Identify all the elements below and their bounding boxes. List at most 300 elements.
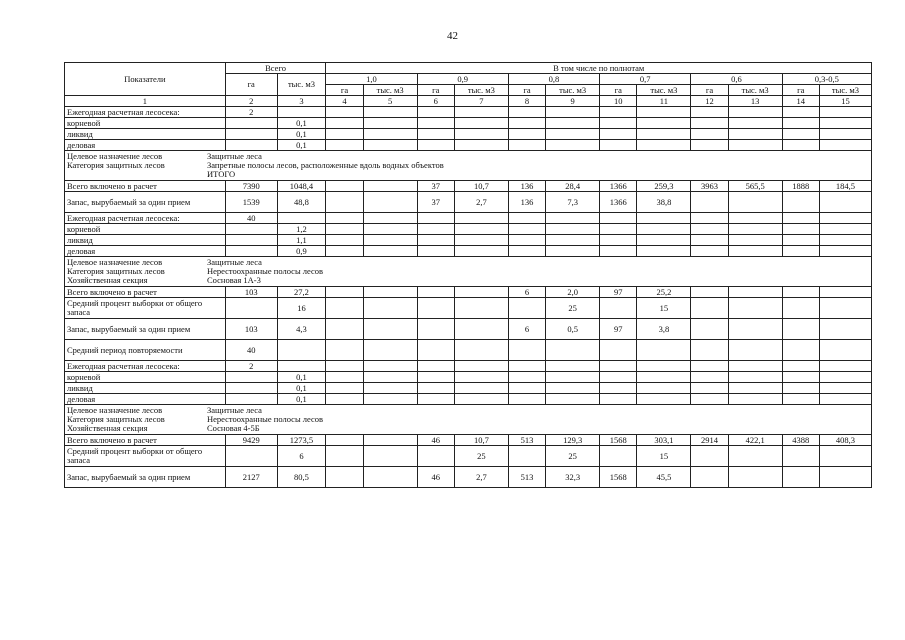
row-label: Запас, вырубаемый за один прием bbox=[65, 192, 226, 213]
section-info-value: Защитные леса bbox=[207, 405, 262, 415]
table-cell: 3,8 bbox=[637, 319, 691, 340]
table-row bbox=[65, 140, 872, 151]
table-cell: 129,3 bbox=[546, 435, 600, 446]
row-label: Средний период повторяемости bbox=[65, 340, 226, 361]
table-cell bbox=[417, 140, 454, 151]
table-cell bbox=[326, 467, 363, 488]
table-cell bbox=[363, 107, 417, 118]
table-cell bbox=[782, 319, 819, 340]
table-cell bbox=[819, 319, 871, 340]
table-cell bbox=[508, 340, 545, 361]
table-cell bbox=[454, 224, 508, 235]
table-cell: 10,7 bbox=[454, 181, 508, 192]
table-cell bbox=[600, 383, 637, 394]
table-cell bbox=[326, 372, 363, 383]
table-cell: 136 bbox=[508, 181, 545, 192]
header-total-ha: га bbox=[225, 74, 277, 96]
header-density: 0,8 bbox=[508, 74, 599, 85]
table-cell bbox=[326, 435, 363, 446]
table-cell bbox=[600, 224, 637, 235]
table-cell: 1048,4 bbox=[277, 181, 326, 192]
section-info-value: Нерестоохранные полосы лесов bbox=[207, 266, 324, 276]
table-cell bbox=[417, 372, 454, 383]
table-row bbox=[65, 224, 872, 235]
table-cell: 0,5 bbox=[546, 319, 600, 340]
table-cell: 136 bbox=[508, 192, 545, 213]
section-info bbox=[65, 257, 872, 287]
row-label: деловая bbox=[65, 140, 226, 151]
table-row bbox=[65, 107, 872, 118]
table-cell bbox=[326, 298, 363, 319]
table-cell: 4,3 bbox=[277, 319, 326, 340]
table-cell bbox=[225, 446, 277, 467]
table-cell: 2 bbox=[225, 361, 277, 372]
header-unit-ha: га bbox=[782, 85, 819, 96]
table-cell bbox=[782, 287, 819, 298]
table-cell bbox=[600, 129, 637, 140]
table-cell bbox=[728, 361, 782, 372]
section-info-value: Защитные леса bbox=[207, 257, 262, 267]
table-cell bbox=[691, 140, 728, 151]
column-number: 12 bbox=[691, 96, 728, 107]
column-number: 10 bbox=[600, 96, 637, 107]
table-cell bbox=[782, 224, 819, 235]
table-cell bbox=[728, 467, 782, 488]
table-cell: 37 bbox=[417, 192, 454, 213]
table-cell: 2,7 bbox=[454, 192, 508, 213]
table-cell bbox=[225, 298, 277, 319]
table-cell bbox=[546, 129, 600, 140]
table-cell bbox=[691, 246, 728, 257]
table-row bbox=[65, 467, 872, 488]
table-cell bbox=[691, 235, 728, 246]
table-cell bbox=[782, 361, 819, 372]
table-cell bbox=[326, 118, 363, 129]
table-row bbox=[65, 383, 872, 394]
table-cell bbox=[819, 213, 871, 224]
table-cell bbox=[326, 235, 363, 246]
table-cell bbox=[782, 340, 819, 361]
table-cell bbox=[454, 383, 508, 394]
header-total: Всего bbox=[225, 63, 326, 74]
table-cell bbox=[417, 446, 454, 467]
table-cell bbox=[225, 246, 277, 257]
table-cell bbox=[454, 129, 508, 140]
table-cell bbox=[782, 140, 819, 151]
table-cell bbox=[728, 319, 782, 340]
table-cell bbox=[454, 372, 508, 383]
table-cell bbox=[508, 446, 545, 467]
column-number: 1 bbox=[65, 96, 226, 107]
section-info-key: Хозяйственная секция bbox=[67, 423, 148, 433]
table-cell bbox=[819, 287, 871, 298]
table-cell bbox=[782, 394, 819, 405]
table-cell bbox=[454, 246, 508, 257]
table-row bbox=[65, 118, 872, 129]
table-cell bbox=[782, 107, 819, 118]
table-row bbox=[65, 340, 872, 361]
table-cell: 2,7 bbox=[454, 467, 508, 488]
table-cell bbox=[546, 361, 600, 372]
table-cell bbox=[819, 224, 871, 235]
header-indicator: Показатели bbox=[65, 63, 226, 96]
table-cell bbox=[728, 446, 782, 467]
table-cell bbox=[819, 107, 871, 118]
table-row bbox=[65, 235, 872, 246]
table-cell bbox=[417, 340, 454, 361]
table-cell bbox=[691, 118, 728, 129]
table-cell bbox=[326, 383, 363, 394]
table-cell bbox=[637, 372, 691, 383]
table-cell bbox=[728, 287, 782, 298]
row-label: корневой bbox=[65, 224, 226, 235]
table-cell bbox=[454, 118, 508, 129]
table-row bbox=[65, 213, 872, 224]
table-cell bbox=[691, 287, 728, 298]
table-row bbox=[65, 319, 872, 340]
table-cell: 259,3 bbox=[637, 181, 691, 192]
table-cell bbox=[454, 287, 508, 298]
section-info-value: Нерестоохранные полосы лесов bbox=[207, 414, 324, 424]
column-number: 8 bbox=[508, 96, 545, 107]
table-row bbox=[65, 394, 872, 405]
table-cell bbox=[691, 467, 728, 488]
row-label: ликвид bbox=[65, 383, 226, 394]
table-cell bbox=[326, 394, 363, 405]
table-cell: 1568 bbox=[600, 467, 637, 488]
header-density: 0,7 bbox=[600, 74, 691, 85]
table-cell bbox=[508, 213, 545, 224]
table-cell bbox=[782, 467, 819, 488]
table-cell: 28,4 bbox=[546, 181, 600, 192]
table-cell bbox=[363, 181, 417, 192]
table-cell bbox=[600, 213, 637, 224]
table-cell: 2127 bbox=[225, 467, 277, 488]
table-cell bbox=[819, 129, 871, 140]
table-cell: 0,1 bbox=[277, 129, 326, 140]
table-cell bbox=[454, 298, 508, 319]
table-cell bbox=[546, 383, 600, 394]
column-number: 3 bbox=[277, 96, 326, 107]
table-cell bbox=[600, 298, 637, 319]
table-cell bbox=[326, 107, 363, 118]
table-cell bbox=[508, 383, 545, 394]
table-cell bbox=[454, 340, 508, 361]
table-cell bbox=[546, 140, 600, 151]
section-info-key: Целевое назначение лесов bbox=[67, 151, 163, 161]
section-info-value: Сосновая 4-5Б bbox=[207, 423, 260, 433]
table-cell bbox=[454, 235, 508, 246]
header-unit-vol: тыс. м3 bbox=[728, 85, 782, 96]
table-cell bbox=[363, 383, 417, 394]
table-cell bbox=[326, 361, 363, 372]
table-row bbox=[65, 435, 872, 446]
table-cell bbox=[508, 361, 545, 372]
column-number: 5 bbox=[363, 96, 417, 107]
table-cell bbox=[600, 246, 637, 257]
row-label: Ежегодная расчетная лесосека: bbox=[65, 361, 226, 372]
table-cell bbox=[326, 181, 363, 192]
table-cell bbox=[782, 118, 819, 129]
table-row bbox=[65, 129, 872, 140]
table-cell: 97 bbox=[600, 319, 637, 340]
section-info-line bbox=[67, 152, 869, 161]
table-cell: 97 bbox=[600, 287, 637, 298]
table-row bbox=[65, 246, 872, 257]
table-cell bbox=[277, 340, 326, 361]
column-number-row bbox=[65, 96, 872, 107]
table-cell bbox=[508, 140, 545, 151]
table-cell bbox=[363, 192, 417, 213]
table-cell bbox=[782, 129, 819, 140]
header-by-density: В том числе по полнотам bbox=[326, 63, 872, 74]
table-cell bbox=[225, 224, 277, 235]
table-cell bbox=[508, 246, 545, 257]
table-cell bbox=[691, 340, 728, 361]
table-cell bbox=[691, 224, 728, 235]
table-cell: 1888 bbox=[782, 181, 819, 192]
row-label: Всего включено в расчет bbox=[65, 287, 226, 298]
table-cell bbox=[417, 298, 454, 319]
table-cell bbox=[225, 129, 277, 140]
table-cell bbox=[363, 213, 417, 224]
section-info-line bbox=[67, 406, 869, 415]
table-cell: 0,9 bbox=[277, 246, 326, 257]
table-cell bbox=[728, 129, 782, 140]
table-cell bbox=[417, 394, 454, 405]
table-cell: 0,1 bbox=[277, 383, 326, 394]
table-cell bbox=[454, 213, 508, 224]
table-cell bbox=[454, 107, 508, 118]
table-cell: 32,3 bbox=[546, 467, 600, 488]
table-cell bbox=[782, 383, 819, 394]
table-cell bbox=[326, 129, 363, 140]
section-info-value: ИТОГО bbox=[207, 169, 236, 179]
table-cell bbox=[546, 118, 600, 129]
section-info-line bbox=[67, 170, 869, 179]
table-cell bbox=[691, 213, 728, 224]
table-cell bbox=[600, 361, 637, 372]
table-cell: 40 bbox=[225, 340, 277, 361]
table-cell: 0,1 bbox=[277, 118, 326, 129]
section-info-key: Хозяйственная секция bbox=[67, 275, 148, 285]
table-cell bbox=[728, 224, 782, 235]
column-number: 11 bbox=[637, 96, 691, 107]
table-cell bbox=[819, 118, 871, 129]
table-cell bbox=[691, 372, 728, 383]
table-cell bbox=[363, 298, 417, 319]
header-density: 0,9 bbox=[417, 74, 508, 85]
table-cell: 16 bbox=[277, 298, 326, 319]
table-cell bbox=[637, 118, 691, 129]
table-cell: 80,5 bbox=[277, 467, 326, 488]
forest-cutting-table bbox=[64, 62, 872, 488]
table-cell bbox=[454, 140, 508, 151]
table-cell bbox=[508, 129, 545, 140]
table-cell bbox=[691, 394, 728, 405]
table-cell bbox=[728, 383, 782, 394]
table-cell bbox=[326, 287, 363, 298]
row-label: деловая bbox=[65, 394, 226, 405]
table-cell bbox=[417, 246, 454, 257]
table-cell bbox=[546, 340, 600, 361]
table-cell bbox=[728, 340, 782, 361]
table-cell: 37 bbox=[417, 181, 454, 192]
header-unit-vol: тыс. м3 bbox=[454, 85, 508, 96]
table-cell bbox=[691, 319, 728, 340]
table-cell bbox=[728, 246, 782, 257]
table-cell bbox=[728, 213, 782, 224]
table-cell bbox=[508, 118, 545, 129]
section-info-line bbox=[67, 424, 869, 433]
table-cell bbox=[363, 340, 417, 361]
table-cell bbox=[637, 246, 691, 257]
table-cell bbox=[691, 446, 728, 467]
table-cell bbox=[363, 435, 417, 446]
section-info-key bbox=[67, 170, 207, 179]
table-cell: 15 bbox=[637, 446, 691, 467]
table-cell: 27,2 bbox=[277, 287, 326, 298]
table-cell bbox=[454, 361, 508, 372]
row-label: корневой bbox=[65, 118, 226, 129]
table-cell bbox=[819, 246, 871, 257]
table-cell bbox=[728, 140, 782, 151]
column-number: 15 bbox=[819, 96, 871, 107]
table-cell bbox=[600, 394, 637, 405]
table-cell bbox=[508, 394, 545, 405]
section-info-line bbox=[67, 161, 869, 170]
table-cell: 513 bbox=[508, 435, 545, 446]
table-cell bbox=[691, 361, 728, 372]
table-cell: 3963 bbox=[691, 181, 728, 192]
table-cell bbox=[691, 298, 728, 319]
table-cell: 25,2 bbox=[637, 287, 691, 298]
table-cell bbox=[363, 361, 417, 372]
table-cell bbox=[417, 129, 454, 140]
table-cell: 513 bbox=[508, 467, 545, 488]
table-cell bbox=[417, 224, 454, 235]
table-cell bbox=[225, 235, 277, 246]
header-unit-ha: га bbox=[508, 85, 545, 96]
header-unit-ha: га bbox=[600, 85, 637, 96]
section-info-line bbox=[67, 276, 869, 285]
section-info-key: Категория защитных лесов bbox=[67, 414, 165, 424]
table-cell bbox=[819, 192, 871, 213]
table-cell bbox=[691, 192, 728, 213]
table-cell bbox=[417, 118, 454, 129]
column-number: 4 bbox=[326, 96, 363, 107]
table-cell: 7390 bbox=[225, 181, 277, 192]
row-label: ликвид bbox=[65, 235, 226, 246]
table-cell bbox=[728, 107, 782, 118]
table-cell: 7,3 bbox=[546, 192, 600, 213]
table-cell bbox=[546, 394, 600, 405]
header-total-vol: тыс. м3 bbox=[277, 74, 326, 96]
row-label: Средний процент выборки от общего запаса bbox=[65, 298, 226, 319]
table-cell bbox=[326, 319, 363, 340]
table-cell bbox=[819, 140, 871, 151]
table-cell: 15 bbox=[637, 298, 691, 319]
table-cell bbox=[637, 129, 691, 140]
table-cell bbox=[637, 340, 691, 361]
table-cell bbox=[637, 107, 691, 118]
column-number: 9 bbox=[546, 96, 600, 107]
section-info-line bbox=[67, 258, 869, 267]
table-cell: 1,1 bbox=[277, 235, 326, 246]
table-cell: 45,5 bbox=[637, 467, 691, 488]
table-cell: 6 bbox=[277, 446, 326, 467]
table-cell bbox=[600, 118, 637, 129]
table-cell bbox=[363, 287, 417, 298]
table-cell bbox=[600, 446, 637, 467]
table-cell bbox=[691, 383, 728, 394]
row-label: Всего включено в расчет bbox=[65, 181, 226, 192]
table-cell: 46 bbox=[417, 467, 454, 488]
table-cell bbox=[600, 235, 637, 246]
table-cell: 103 bbox=[225, 319, 277, 340]
table-cell bbox=[225, 394, 277, 405]
table-cell: 4388 bbox=[782, 435, 819, 446]
column-number: 2 bbox=[225, 96, 277, 107]
table-cell bbox=[728, 118, 782, 129]
header-unit-vol: тыс. м3 bbox=[363, 85, 417, 96]
table-cell bbox=[819, 372, 871, 383]
table-cell: 1366 bbox=[600, 192, 637, 213]
table-cell bbox=[363, 224, 417, 235]
table-cell bbox=[637, 235, 691, 246]
table-cell: 184,5 bbox=[819, 181, 871, 192]
table-cell bbox=[417, 107, 454, 118]
header-unit-vol: тыс. м3 bbox=[637, 85, 691, 96]
table-cell bbox=[363, 394, 417, 405]
table-cell bbox=[417, 319, 454, 340]
row-label: Ежегодная расчетная лесосека: bbox=[65, 213, 226, 224]
table-cell bbox=[508, 298, 545, 319]
row-label: Запас, вырубаемый за один прием bbox=[65, 467, 226, 488]
table-cell bbox=[417, 383, 454, 394]
table-cell: 303,1 bbox=[637, 435, 691, 446]
table-cell bbox=[691, 129, 728, 140]
table-cell: 0,1 bbox=[277, 394, 326, 405]
header-unit-ha: га bbox=[326, 85, 363, 96]
table-cell bbox=[277, 361, 326, 372]
table-row bbox=[65, 192, 872, 213]
table-cell: 2,0 bbox=[546, 287, 600, 298]
section-info bbox=[65, 151, 872, 181]
row-label: деловая bbox=[65, 246, 226, 257]
table-cell bbox=[277, 107, 326, 118]
section-info-line bbox=[67, 267, 869, 276]
table-cell: 0,1 bbox=[277, 372, 326, 383]
table-cell bbox=[819, 361, 871, 372]
table-cell bbox=[417, 213, 454, 224]
table-cell bbox=[600, 340, 637, 361]
table-cell: 38,8 bbox=[637, 192, 691, 213]
table-row bbox=[65, 298, 872, 319]
header-density: 0,3-0,5 bbox=[782, 74, 871, 85]
row-label: корневой bbox=[65, 372, 226, 383]
table-cell: 1539 bbox=[225, 192, 277, 213]
table-cell bbox=[819, 467, 871, 488]
section-info-key: Категория защитных лесов bbox=[67, 266, 165, 276]
table-row bbox=[65, 446, 872, 467]
header-unit-vol: тыс. м3 bbox=[819, 85, 871, 96]
table-cell bbox=[782, 235, 819, 246]
column-number: 6 bbox=[417, 96, 454, 107]
section-info-value: Сосновая 1А-3 bbox=[207, 275, 261, 285]
table-cell bbox=[782, 298, 819, 319]
table-cell bbox=[225, 372, 277, 383]
